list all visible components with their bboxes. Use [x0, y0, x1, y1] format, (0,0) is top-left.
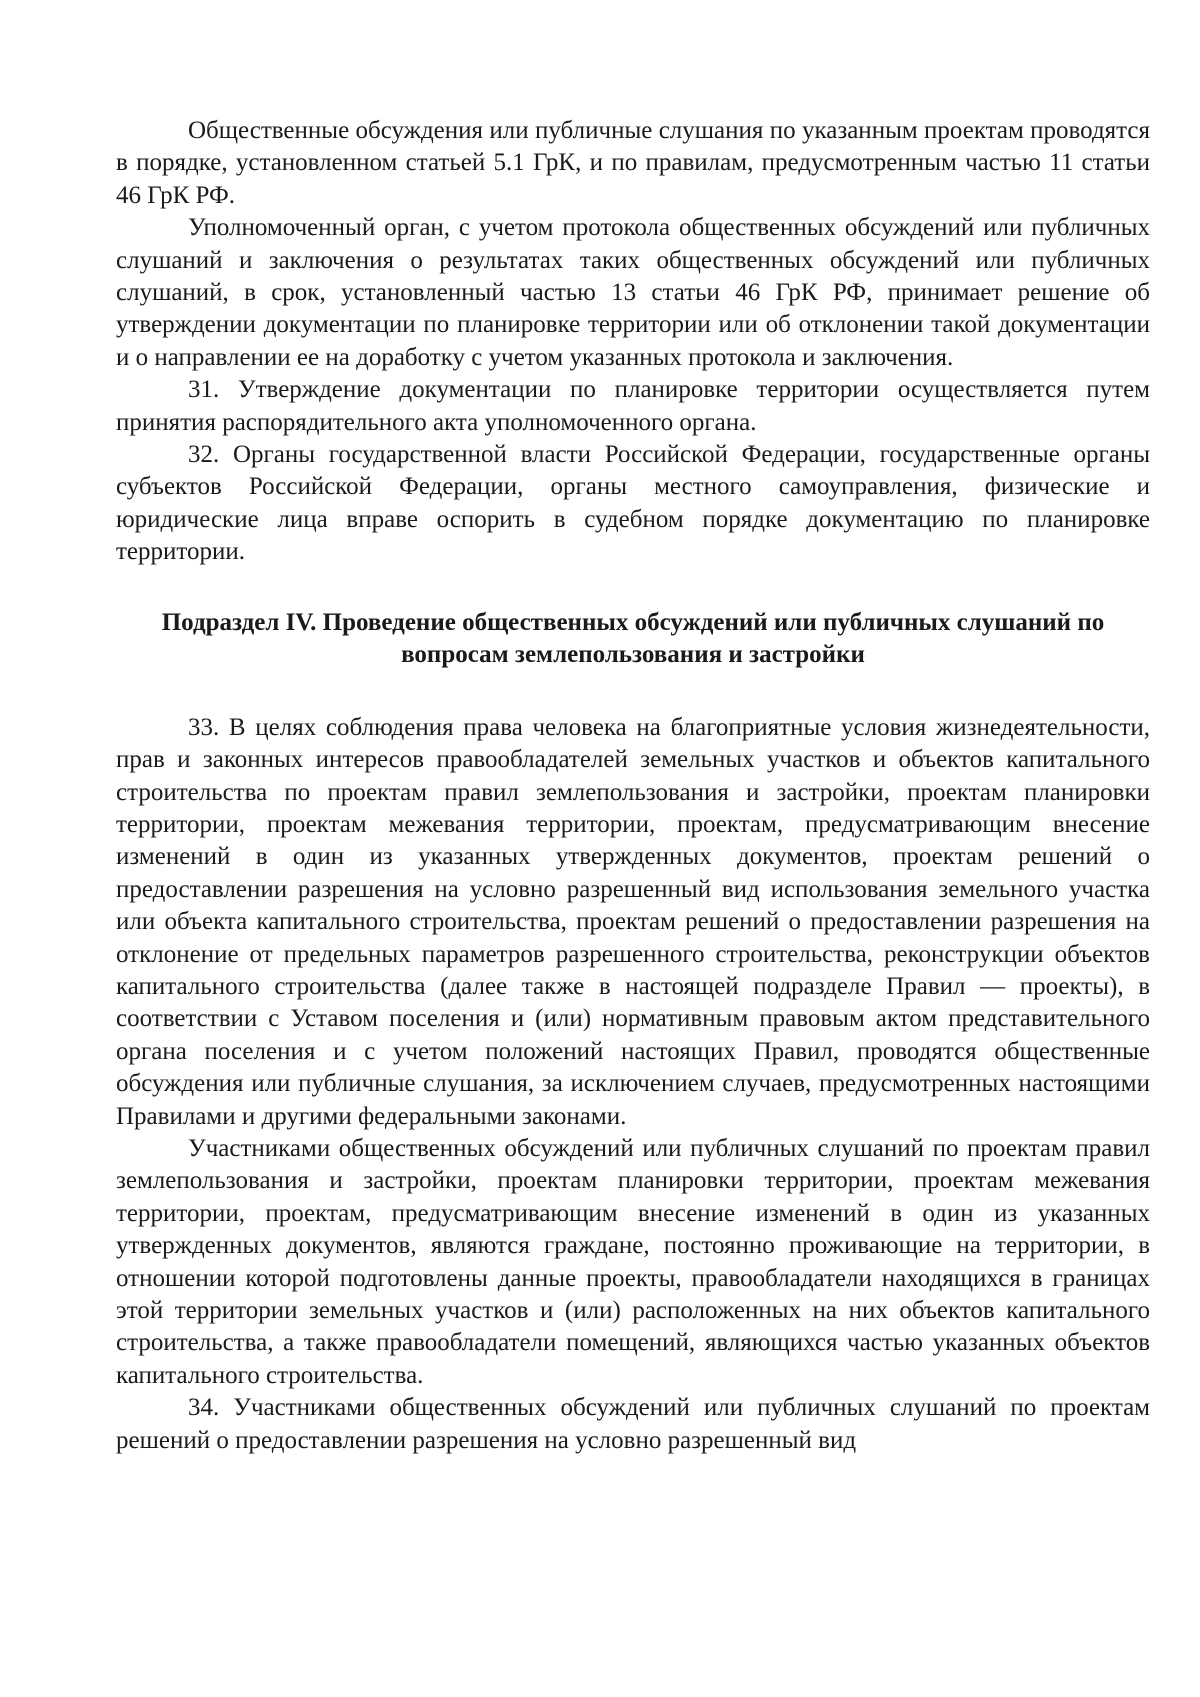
- paragraph-authorized-body-decision: Уполномоченный орган, с учетом протокола общественных обсуждений или публичных слушаний и заключения о результатах таких общественных обсуждений или публичных слушаний, в срок, установленный частью 13 статьи 46 ГрК РФ, принимает решение об утверждении документации по планировке территории или об отклонении такой документации и о направлении ее на доработку с учетом указанных протокола и заключения.: [116, 214, 1150, 371]
- paragraph-32: 32. Органы государственной власти Российской Федерации, государственные органы субъектов Российской Федерации, органы местного самоуправления, физические и юридические лица вправе оспорить в судебном порядке документацию по планировке территории.: [116, 441, 1150, 566]
- section-heading: Подраздел IV. Проведение общественных обсуждений или публичных слушаний по вопросам землепользования и застройки: [161, 608, 1105, 668]
- paragraph-hearing-procedure: Общественные обсуждения или публичные слушания по указанным проектам проводятся в порядке, установленном статьей 5.1 ГрК, и по правилам, предусмотренным частью 11 статьи 46 ГрК РФ.: [116, 117, 1150, 209]
- paragraph-33: 33. В целях соблюдения права человека на благоприятные условия жизнедеятельности, прав и законных интересов правообладателей земельных участков и объектов капитального строительства по проектам правил землепользования и застройки, проектам планировки территории, проектам межевания территории, проектам, предусматривающим внесение изменений в один из указанных утвержденных документов, проектам решений о предоставлении разрешения на условно разрешенный вид использования земельного участка или объекта капитального строительства, проектам решений о предоставлении разрешения на отклонение от предельных параметров разрешенного строительства, реконструкции объектов капитального строительства (далее также в настоящей подразделе Правил — проекты), в соответствии с Уставом поселения и (или) нормативным правовым актом представительного органа поселения и с учетом положений настоящих Правил, проводятся общественные обсуждения или публичные слушания, за исключением случаев, предусмотренных настоящими Правилами и другими федеральными законами.: [116, 713, 1150, 1130]
- paragraph-31: 31. Утверждение документации по планировке территории осуществляется путем принятия распорядительного акта уполномоченного органа.: [116, 376, 1150, 436]
- paragraph-participants: Участниками общественных обсуждений или публичных слушаний по проектам правил землепользования и застройки, проектам планировки территории, проектам межевания территории, проектам, предусматривающим внесение изменений в один из указанных утвержденных документов, являются граждане, постоянно проживающие на территории, в отношении которой подготовлены данные проекты, правообладатели находящихся в границах этой территории земельных участков и (или) расположенных на них объектов капитального строительства, а также правообладатели помещений, являющихся частью указанных объектов капитального строительства.: [116, 1134, 1150, 1389]
- paragraph-34: 34. Участниками общественных обсуждений или публичных слушаний по проектам решений о предоставлении разрешения на условно разрешенный вид: [116, 1394, 1150, 1454]
